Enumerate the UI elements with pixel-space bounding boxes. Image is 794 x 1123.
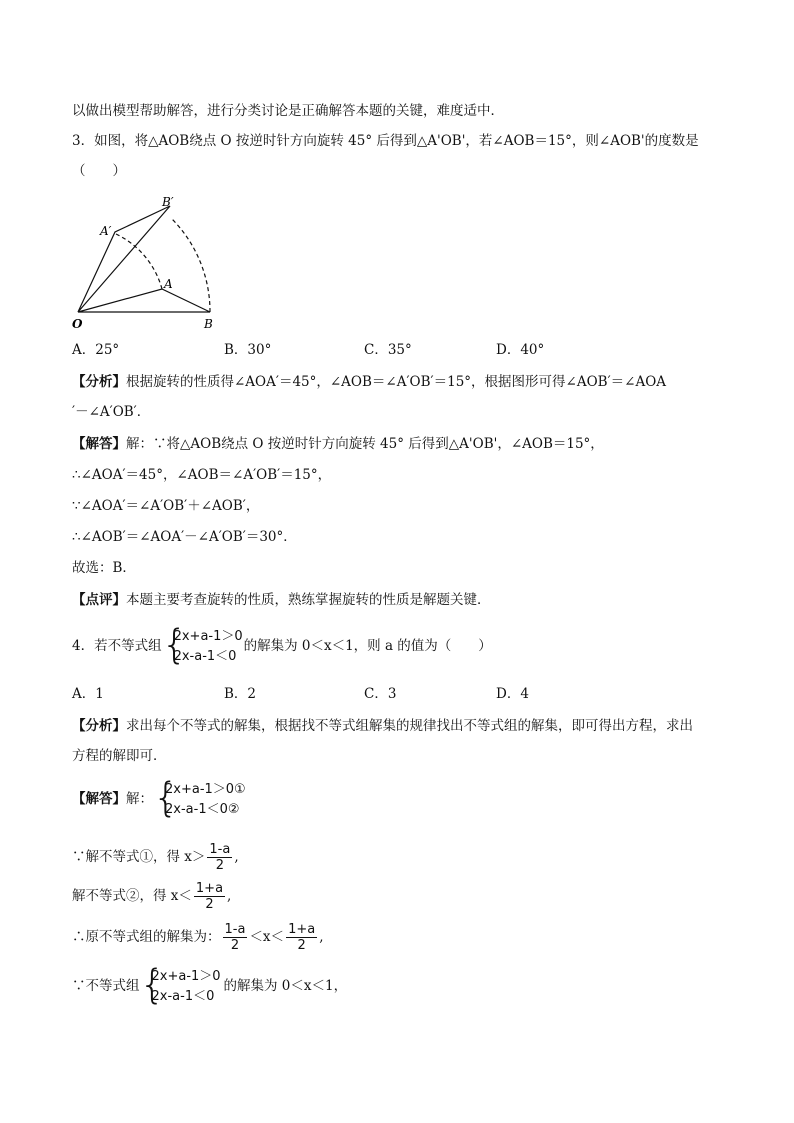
comment-text: 本题主要考查旋转的性质，熟练掌握旋转的性质是解题关键． <box>126 592 491 608</box>
q4-answer-system <box>72 774 253 821</box>
q4-sys-row1: 2x+a-1＞0 <box>173 628 243 644</box>
step2-text: 解不等式②，得 x＜ <box>72 888 192 904</box>
triangle-aob <box>78 289 210 312</box>
q3-option-d: D．40° <box>496 342 545 358</box>
q4-stem-pre: 4．若不等式组 <box>72 638 162 654</box>
fraction <box>207 842 232 873</box>
step4-text: ∵不等式组 <box>72 978 140 994</box>
q3-options <box>72 340 712 360</box>
step3-post: , <box>319 929 324 945</box>
fraction-denominator: 2 <box>215 858 225 873</box>
q4-step2 <box>72 879 231 913</box>
brace-icon: { <box>161 621 188 668</box>
label-b-prime: B′ <box>162 195 174 209</box>
q3-option-a: A．25° <box>72 342 120 358</box>
intro-text: 以做出模型帮助解答，进行分类讨论是正确解答本题的关键，难度适中． <box>72 103 504 119</box>
fraction <box>223 922 248 953</box>
fraction <box>194 881 225 912</box>
comment-tag: 【点评】 <box>72 592 126 608</box>
q4-answer-pre: 解： <box>126 791 153 807</box>
q3-option-c: C．35° <box>364 342 412 358</box>
q3-analysis-line2: ′－∠A′OB′． <box>72 404 151 420</box>
q4-answer-row1: 2x+a-1＞0① <box>165 781 246 797</box>
step1-post: , <box>234 849 239 865</box>
q4-analysis-line2: 方程的解即可． <box>72 748 167 764</box>
q4-inequality-system <box>161 621 244 668</box>
q4-analysis-tag: 【分析】 <box>72 718 126 734</box>
fraction-denominator: 2 <box>205 897 214 912</box>
q4-answer-tag: 【解答】 <box>72 791 126 807</box>
q3-answer-line2: ∴∠AOA′＝45°，∠AOB＝∠A′OB′＝15°， <box>72 467 332 483</box>
q4-answer-inequality-system <box>153 774 253 821</box>
q4-step3 <box>72 920 324 954</box>
analysis-tag: 【分析】 <box>72 374 126 390</box>
q3-choose: 故选：B． <box>72 560 136 576</box>
label-o: O <box>72 317 83 331</box>
triangle-a2ob2 <box>78 206 170 312</box>
step1-text: ∵解不等式①，得 x＞ <box>72 849 206 865</box>
arc-b <box>171 218 210 312</box>
q4-step1 <box>72 840 239 874</box>
fraction-numerator: 1-a <box>224 922 246 937</box>
step4-post: 的解集为 0＜x＜1， <box>223 978 348 994</box>
q4-option-b: B．2 <box>224 686 257 702</box>
q4-analysis-line1 <box>72 716 693 736</box>
q3-stem: 3．如图，将△AOB绕点 O 按逆时针方向旋转 45° 后得到△A'OB'，若∠AOB＝15°，则∠AOB'的度数是 <box>72 133 699 149</box>
brace-icon: { <box>139 961 165 1008</box>
step3-mid: ＜x＜ <box>249 929 285 945</box>
fraction-denominator: 2 <box>297 938 306 953</box>
fraction-numerator: 1+a <box>195 881 224 896</box>
q3-analysis-line1 <box>72 372 666 392</box>
q3-comment <box>72 590 491 610</box>
fraction-denominator: 2 <box>230 938 240 953</box>
q3-answer-line1 <box>72 434 604 454</box>
q4-step4-row1: 2x+a-1＞0 <box>151 968 221 984</box>
q3-answer-line4: ∴∠AOB′＝∠AOA′－∠A′OB′＝30°． <box>72 529 297 545</box>
rotation-figure <box>70 192 230 334</box>
brace-icon: { <box>153 774 179 821</box>
fraction-numerator: 1-a <box>209 842 231 857</box>
label-a: A <box>164 277 173 291</box>
q3-answer-line3: ∵∠AOA′＝∠A′OB′＋∠AOB′， <box>72 498 260 514</box>
step2-post: , <box>227 888 232 904</box>
q3-option-b: B．30° <box>224 342 272 358</box>
q4-answer-row2: 2x-a-1＜0② <box>165 801 240 817</box>
q4-stem-post: 的解集为 0＜x＜1，则 a 的值为（ ） <box>243 638 492 654</box>
analysis-text: 根据旋转的性质得∠AOA′＝45°，∠AOB＝∠A′OB′＝15°，根据图形可得∠AOB′＝∠AOA <box>126 374 667 390</box>
q4-step4-row2: 2x-a-1＜0 <box>151 988 215 1004</box>
answer-text: 解：∵将△AOB绕点 O 按逆时针方向旋转 45° 后得到△A'OB'，∠AOB＝15°， <box>126 436 604 452</box>
q4-sys-row2: 2x-a-1＜0 <box>173 648 237 664</box>
q4-analysis-text: 求出每个不等式的解集，根据找不等式组解集的规律找出不等式组的解集，即可得出方程，求出 <box>126 718 693 734</box>
q4-step4-inequality-system <box>139 961 224 1008</box>
q4-option-d: D．4 <box>496 686 529 702</box>
fraction-numerator: 1+a <box>288 922 316 937</box>
q4-option-c: C．3 <box>364 686 397 702</box>
q4-options <box>72 684 712 704</box>
q3-paren: （ ） <box>72 163 126 179</box>
step3-text: ∴原不等式组的解集为： <box>72 929 221 945</box>
q4-step4 <box>72 961 348 1008</box>
label-b: B <box>204 317 213 331</box>
label-a-prime: A′ <box>100 224 112 238</box>
q4-option-a: A．1 <box>72 686 104 702</box>
q4-stem <box>72 621 492 668</box>
fraction <box>286 922 317 953</box>
answer-tag: 【解答】 <box>72 436 126 452</box>
